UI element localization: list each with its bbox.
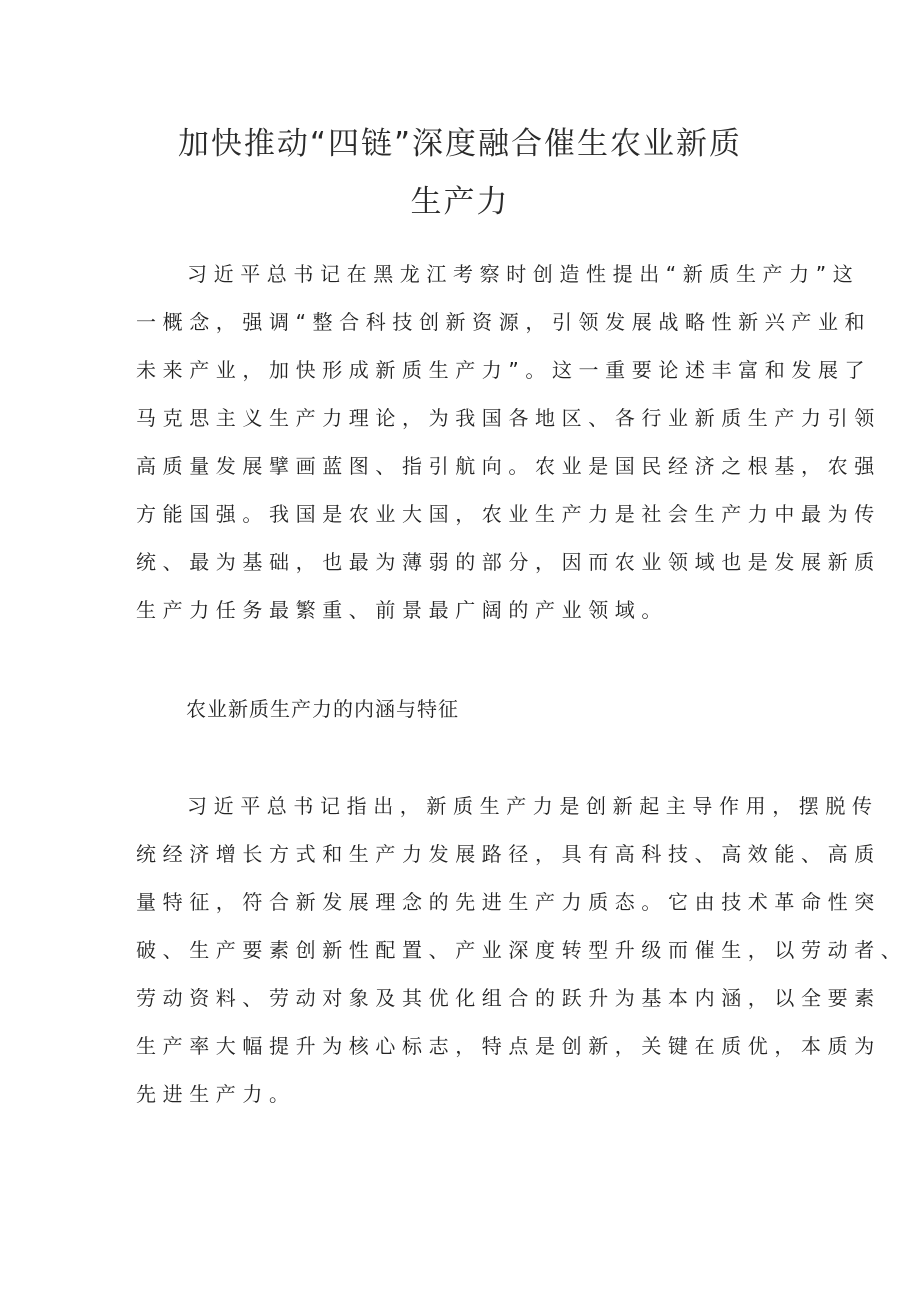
paragraph-line: 生产率大幅提升为核心标志，特点是创新，关键在质优，本质为 xyxy=(136,1034,881,1058)
paragraph-line: 统、最为基础，也最为薄弱的部分，因而农业领域也是发展新质 xyxy=(136,550,881,574)
document-title-line-2: 生产力 xyxy=(410,184,510,220)
paragraph-line: 习近平总书记指出，新质生产力是创新起主导作用，摆脱传 xyxy=(187,794,879,818)
paragraph-line: 方能国强。我国是农业大国，农业生产力是社会生产力中最为传 xyxy=(136,502,881,526)
paragraph-line: 马克思主义生产力理论，为我国各地区、各行业新质生产力引领 xyxy=(136,406,881,430)
paragraph-line: 高质量发展擘画蓝图、指引航向。农业是国民经济之根基，农强 xyxy=(136,454,881,478)
paragraph-line: 一概念，强调“整合科技创新资源，引领发展战略性新兴产业和 xyxy=(136,310,872,334)
paragraph-line: 未来产业，加快形成新质生产力”。这一重要论述丰富和发展了 xyxy=(136,358,872,382)
paragraph-line: 量特征，符合新发展理念的先进生产力质态。它由技术革命性突 xyxy=(136,890,881,914)
paragraph-line: 破、生产要素创新性配置、产业深度转型升级而催生，以劳动者、 xyxy=(136,938,908,962)
document-title-line-1: 加快推动“四链”深度融合催生农业新质 xyxy=(177,126,743,162)
paragraph-line: 统经济增长方式和生产力发展路径，具有高科技、高效能、高质 xyxy=(136,842,881,866)
paragraph-line: 习近平总书记在黑龙江考察时创造性提出“新质生产力”这 xyxy=(187,262,860,286)
section-heading: 农业新质生产力的内涵与特征 xyxy=(186,697,459,721)
paragraph-line: 生产力任务最繁重、前景最广阔的产业领域。 xyxy=(136,598,668,622)
paragraph-line: 先进生产力。 xyxy=(136,1082,296,1106)
paragraph-line: 劳动资料、劳动对象及其优化组合的跃升为基本内涵，以全要素 xyxy=(136,986,881,1010)
